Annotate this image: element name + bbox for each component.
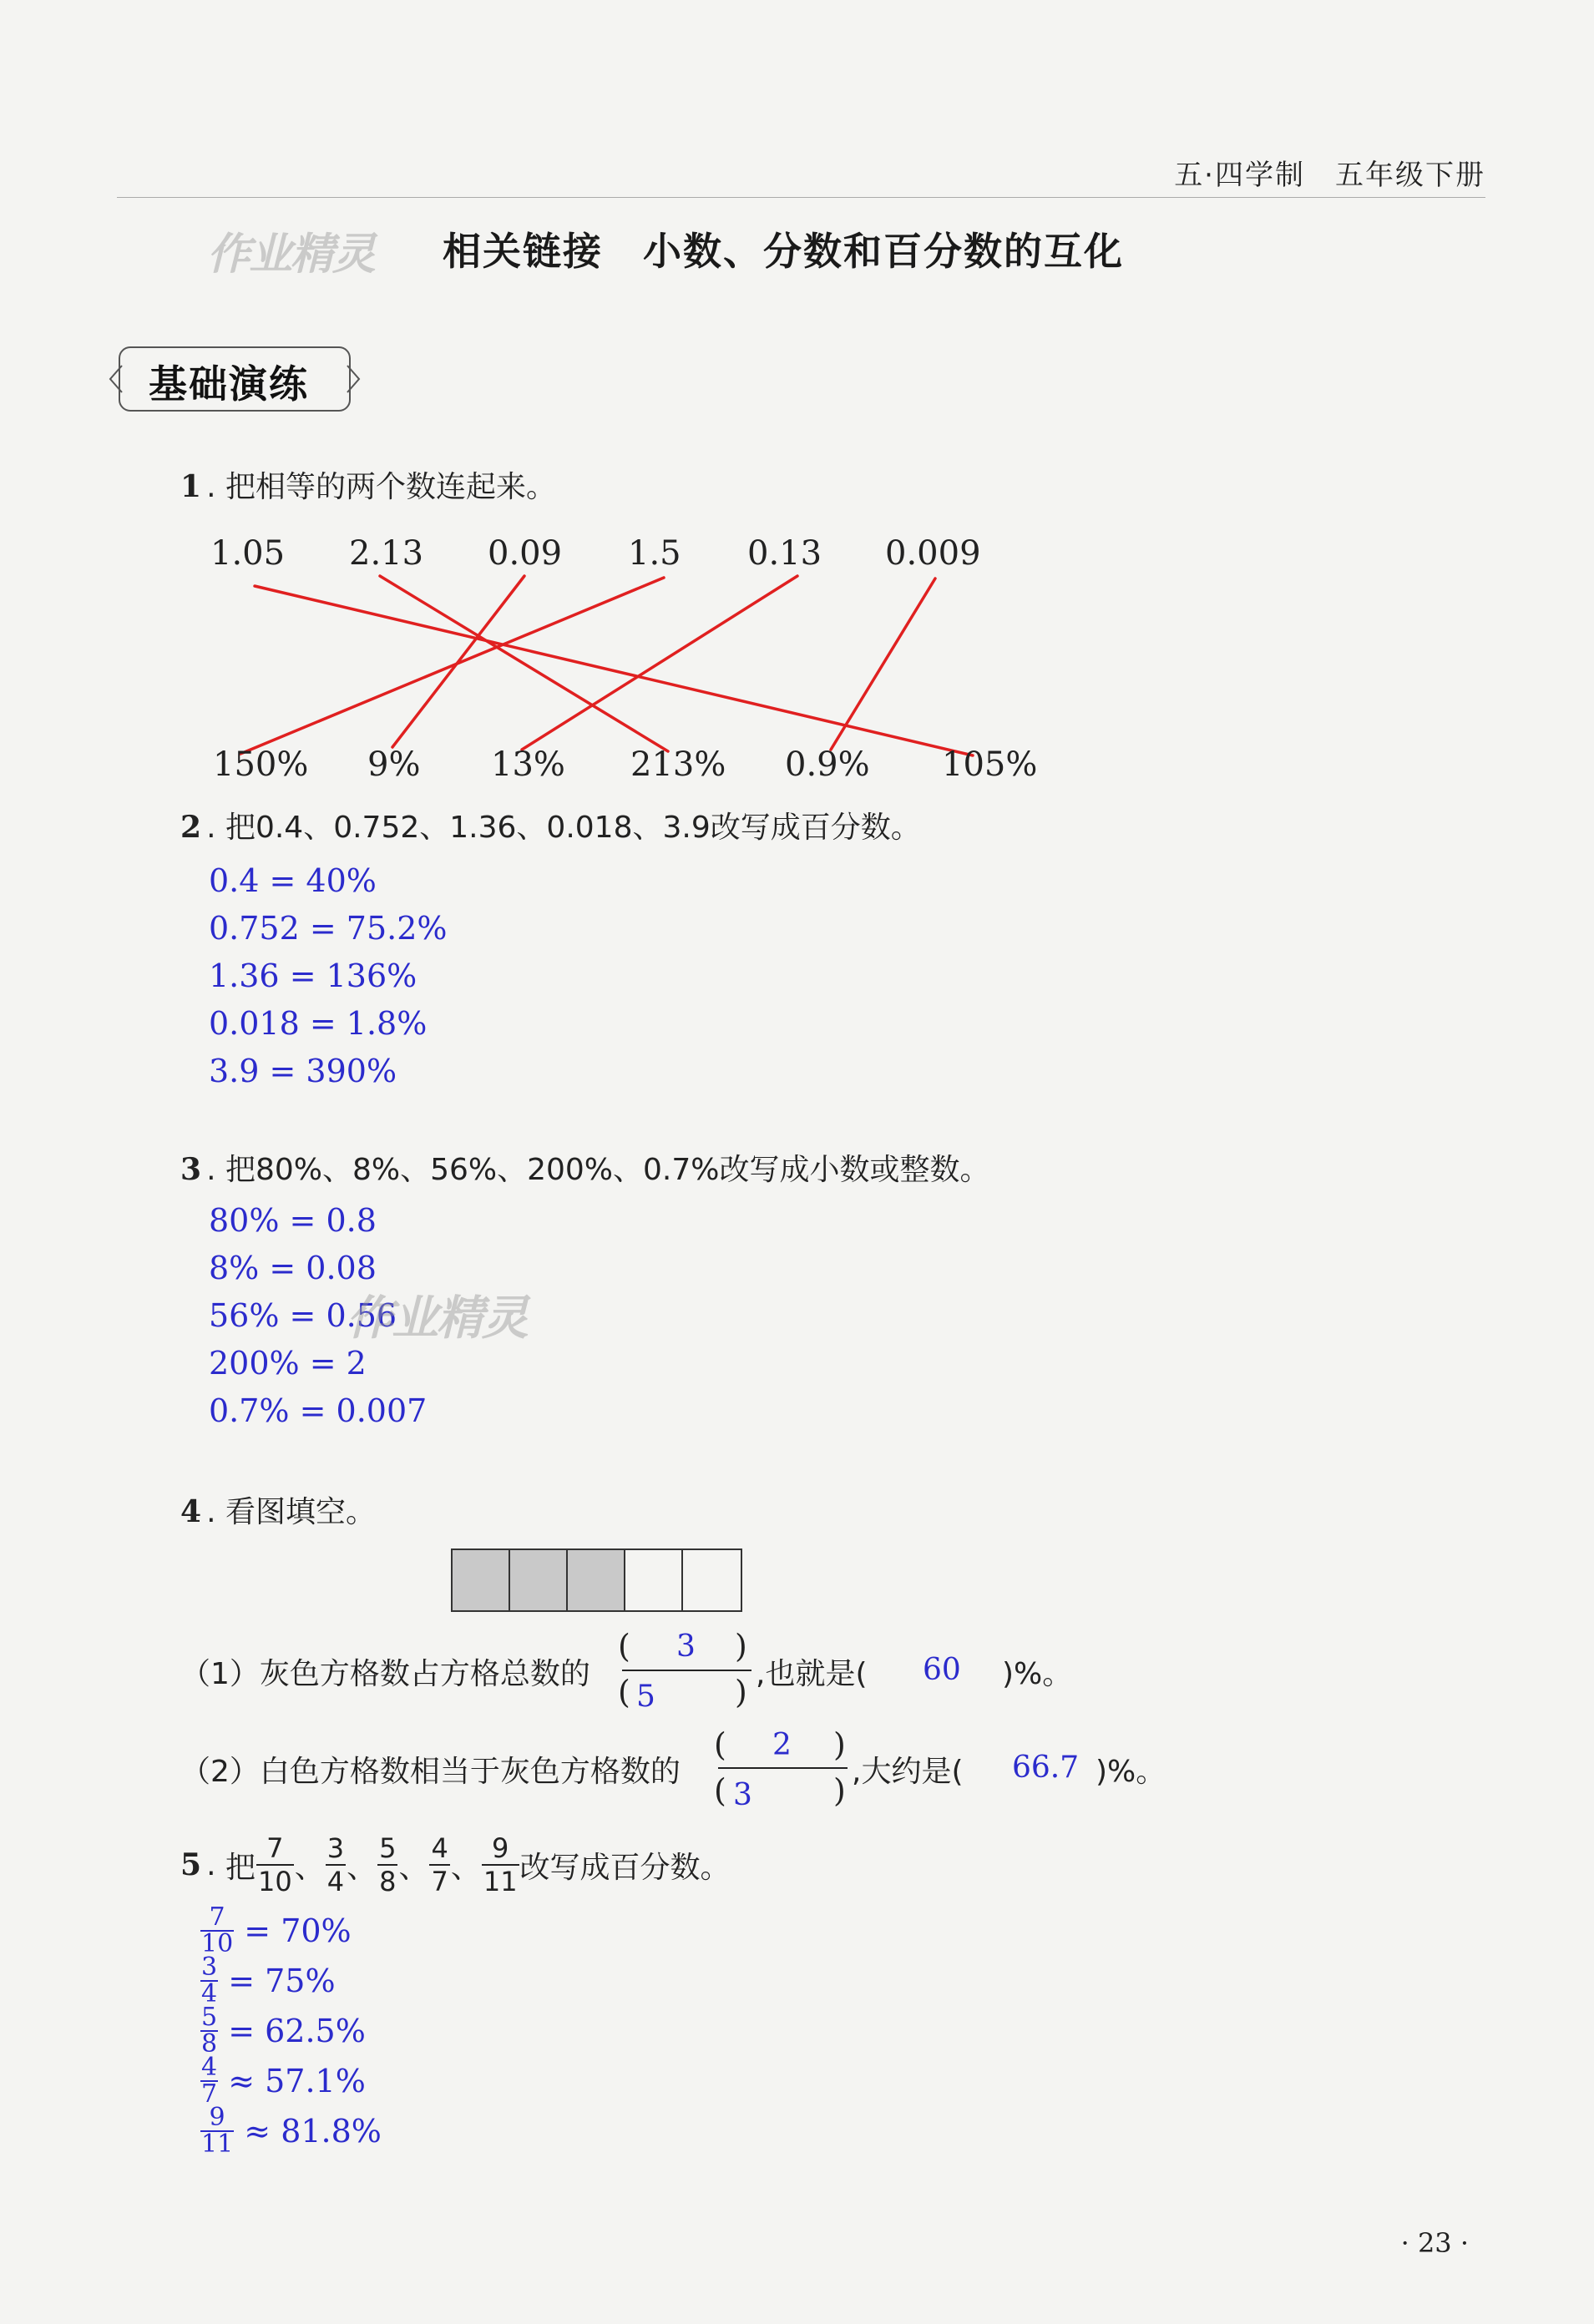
fraction-bar [622,1670,751,1671]
question-number: 3 [180,1152,202,1187]
q4-part2-label: （2）白色方格数相当于灰色方格数的 [180,1755,681,1789]
question-number: 2 [180,810,202,845]
fraction: 7 10 [257,1832,292,1897]
bottom-number: 105% [942,745,1038,784]
white-square [625,1550,683,1610]
fraction: 3 4 [326,1832,345,1897]
answer-line: 1.36 = 136% [209,957,417,994]
answer-line: 56% = 0.56 [209,1297,397,1334]
answer-line: $\frac{9}{11}$ ≈ 81.8% [201,2103,382,2159]
question-5: 5 . 把 7 10 、 3 4 、 5 8 、 4 7 、 9 11 改写成百分数。 [180,1832,731,1897]
answer-line: 0.752 = 75.2% [209,910,448,947]
gray-square [568,1550,625,1610]
question-text-post: 改写成百分数。 [519,1850,731,1885]
question-4: 4 . 看图填空。 [180,1494,376,1529]
answer-line: $\frac{7}{10}$ = 70% [201,1902,352,1958]
fraction: 9 11 [483,1832,518,1897]
fraction-bar [718,1767,848,1769]
bottom-number: 9% [367,745,421,784]
q4-part1-label: （1）灰色方格数占方格总数的 [180,1657,590,1691]
page-number: · 23 · [1400,2227,1469,2259]
answer-line: 0.4 = 40% [209,862,377,899]
q4-part1-mid: ,也就是( [756,1657,868,1691]
watermark-logo: 作业精灵 [207,230,375,280]
gray-square [510,1550,568,1610]
section-title: 基础演练 [149,361,309,407]
top-number: 1.05 [210,534,286,573]
answer-line: $\frac{5}{8}$ = 62.5% [201,2003,366,2059]
match-line [380,576,668,751]
q4-part2-mid: ,大约是( [852,1755,964,1789]
bottom-number: 0.9% [785,745,870,784]
question-3: 3 . 把80%、8%、56%、200%、0.7%改写成小数或整数。 [180,1152,990,1187]
question-text: 看图填空。 [225,1495,376,1529]
matching-lines [0,0,1594,835]
match-line [240,578,664,754]
q4-part2-tail: )%。 [1096,1755,1166,1789]
question-2: 2 . 把0.4、0.752、1.36、0.018、3.9改写成百分数。 [180,810,921,845]
answer-line: $\frac{3}{4}$ = 75% [201,1953,336,2008]
square-grid [451,1548,742,1612]
question-text: 把80%、8%、56%、200%、0.7%改写成小数或整数。 [225,1153,990,1187]
bottom-number: 13% [491,745,565,784]
top-number: 0.09 [488,534,563,573]
answer-line: 80% = 0.8 [209,1202,377,1239]
answer-line: 0.018 = 1.8% [209,1005,428,1042]
answer-line: 0.7% = 0.007 [209,1392,428,1429]
q4-part1-tail: )%。 [1002,1657,1073,1691]
bottom-number: 213% [630,745,726,784]
question-number: 4 [180,1494,202,1529]
fraction-numerator-answer: 3 [676,1629,696,1664]
page-title: 相关链接 小数、分数和百分数的互化 [443,229,1124,274]
fraction-denominator-answer: 3 [733,1778,752,1812]
fraction: 5 8 [379,1832,397,1897]
percent-answer: 66.7 [1012,1751,1080,1785]
white-square [683,1550,741,1610]
question-text: 把0.4、0.752、1.36、0.018、3.9改写成百分数。 [225,811,921,845]
header-text: 五·四学制 五年级下册 [1174,159,1485,192]
fraction: 4 7 [431,1832,448,1897]
question-text: 把相等的两个数连起来。 [225,470,556,504]
bottom-number: 150% [213,745,309,784]
answer-line: 200% = 2 [209,1345,367,1382]
fraction-numerator-answer: 2 [772,1728,792,1762]
workbook-page: 五·四学制 五年级下册 作业精灵 相关链接 小数、分数和百分数的互化 基础演练 1 . 把相等的两个数连起来。 1.05 2.13 0.09 1.5 0.13 0.009 150% 9% 13% 213% 0.9% 105% 2 . 把0.4、0.752、1.36、0.018、3.9改写成百分数。 0.4 = 40% 0.752 = 75.2% 1.36 = 136% 0.018 = 1.8% 3.9 = 390% 3 . 把80%、8%、56%、200%、0.7%改写成小数或整数。 80% = 0.8 8% = 0.08 56% = 0.56 200% = 2 0.7% = 0.007 作业精灵 4 . 看图填空。 （1）灰色方格数占方格总数的 ( 3 ) ( 5 ) ,也就是( 60 )%。 （2）白色方格数相当于灰色方格数的 ( 2 ) ( 3 ) ,大约是( 66.7 )%。 5 . 把 7 10 、 3 4 、 5 8 、 4 7 、 9 11 改写成百分数。 $\frac{7}{10}$ = 70% $\frac{3}{4}$ = 75% $\frac{5}{8}$ = 62.5% $\frac{4}{7}$ ≈ 57.1% $\frac{9}{11}$ ≈ 81.8% · 23 · [0,0,1594,2324]
gray-square [453,1550,510,1610]
answer-line: 3.9 = 390% [209,1053,397,1089]
question-text-pre: 把 [225,1850,256,1885]
top-number: 2.13 [349,534,424,573]
match-line [522,576,797,750]
question-number: 1 [180,469,202,504]
question-1: 1 . 把相等的两个数连起来。 [180,469,556,504]
watermark-overlay: 作业精灵 [347,1291,527,1346]
question-number: 5 [180,1847,202,1882]
percent-answer: 60 [923,1653,961,1687]
fraction-denominator-answer: 5 [636,1680,655,1714]
top-number: 0.13 [747,534,822,573]
answer-line: $\frac{4}{7}$ ≈ 57.1% [201,2053,366,2109]
top-number: 1.5 [628,534,681,573]
match-line [255,586,973,755]
match-line [831,578,935,750]
top-number: 0.009 [885,534,981,573]
answer-line: 8% = 0.08 [209,1250,377,1286]
